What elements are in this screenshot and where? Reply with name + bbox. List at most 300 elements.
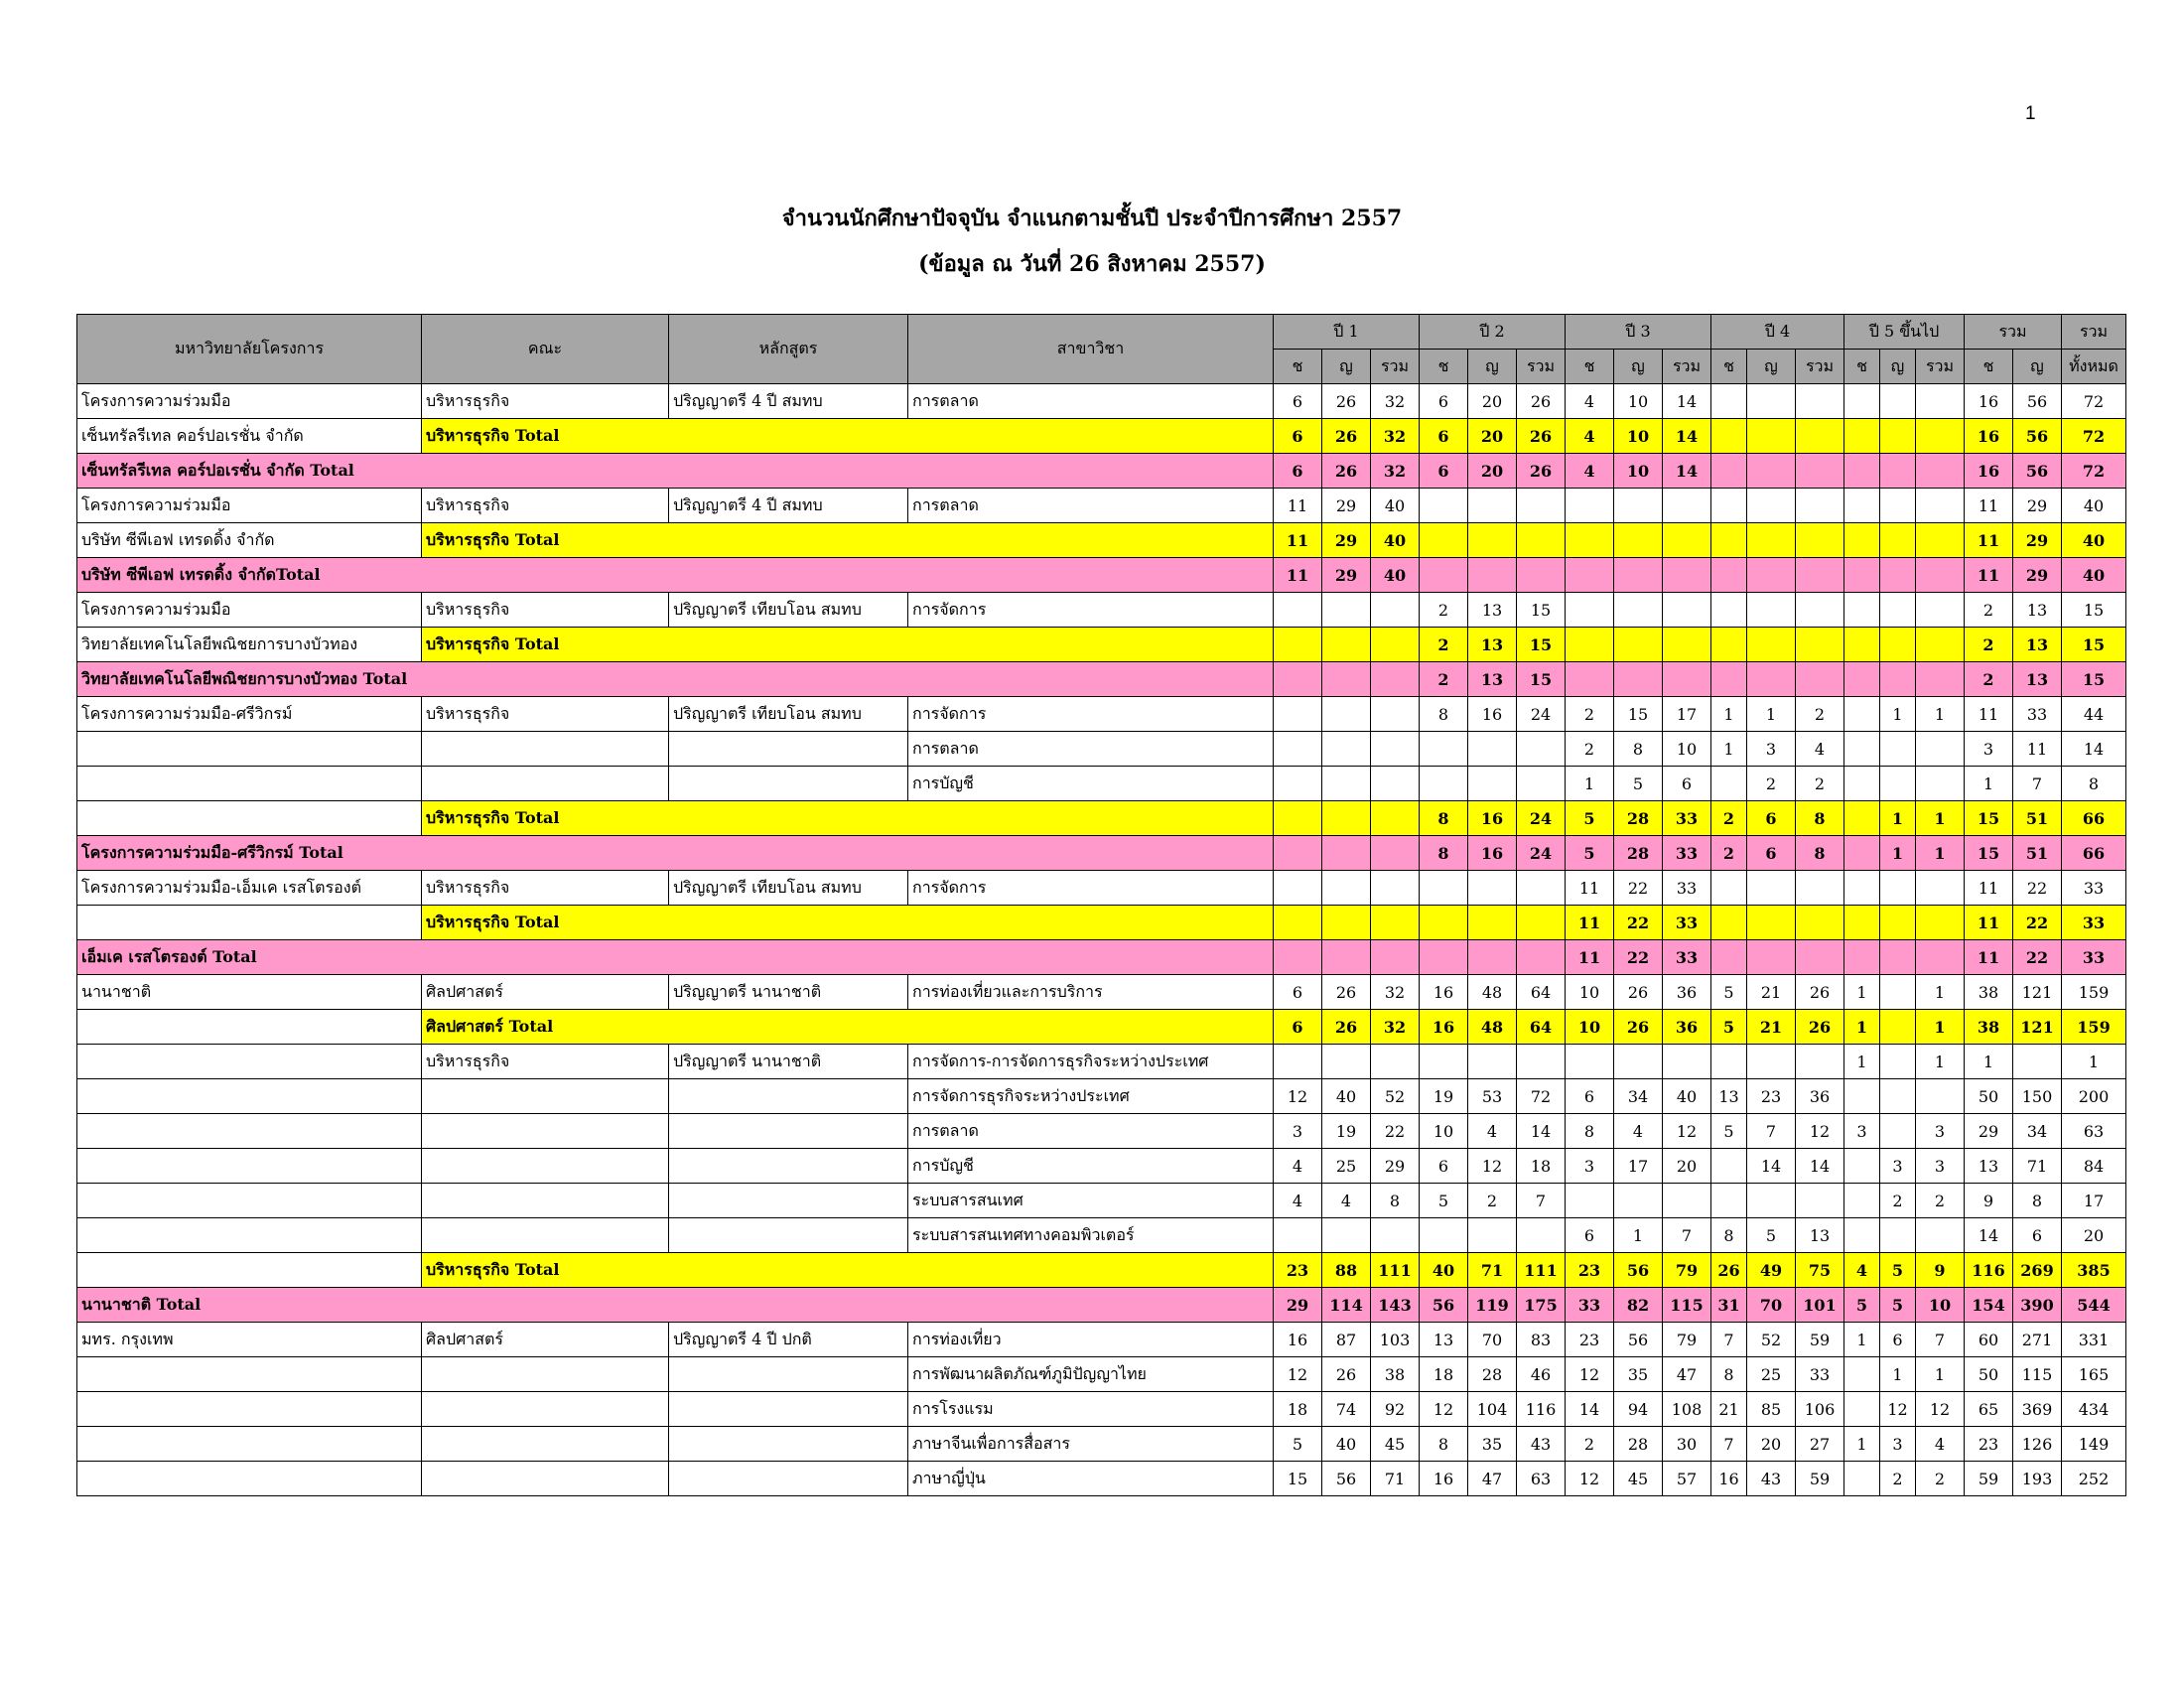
subheader-male: ช: [1965, 350, 2013, 384]
value-cell: 28: [1468, 1357, 1517, 1392]
value-cell: 1: [1711, 697, 1747, 732]
value-cell: 24: [1517, 836, 1566, 871]
major-cell: การพัฒนาผลิตภัณฑ์ภูมิปัญญาไทย: [908, 1357, 1274, 1392]
value-cell: [1322, 940, 1371, 975]
value-cell: [1880, 975, 1916, 1010]
value-cell: 3: [1880, 1149, 1916, 1184]
value-cell: 25: [1322, 1149, 1371, 1184]
value-cell: [1711, 662, 1747, 697]
value-cell: [1614, 662, 1663, 697]
value-cell: 28: [1614, 801, 1663, 836]
value-cell: [1322, 767, 1371, 801]
table-row: [77, 1218, 2126, 1253]
faculty-total-row: [77, 628, 2126, 662]
value-cell: 56: [1322, 1462, 1371, 1496]
value-cell: 48: [1468, 1010, 1517, 1045]
value-cell: 26: [1796, 975, 1844, 1010]
value-cell: 269: [2013, 1253, 2062, 1288]
value-cell: [1747, 558, 1796, 593]
value-cell: [1880, 419, 1916, 454]
value-cell: [1663, 523, 1711, 558]
value-cell: [1844, 558, 1880, 593]
value-cell: [1468, 871, 1517, 906]
value-cell: 10: [1614, 419, 1663, 454]
value-cell: [1880, 384, 1916, 419]
value-cell: 14: [1796, 1149, 1844, 1184]
major-cell: การตลาด: [908, 489, 1274, 523]
value-cell: 143: [1371, 1288, 1420, 1323]
value-cell: [1711, 489, 1747, 523]
value-cell: [1274, 732, 1322, 767]
value-cell: 2: [1566, 732, 1614, 767]
value-cell: [1880, 940, 1916, 975]
program-cell: ปริญญาตรี เทียบโอน สมทบ: [669, 593, 908, 628]
value-cell: 2: [1420, 593, 1468, 628]
value-cell: 26: [1322, 384, 1371, 419]
value-cell: 23: [1566, 1323, 1614, 1357]
major-cell: การตลาด: [908, 1114, 1274, 1149]
table-row: [77, 975, 2126, 1010]
value-cell: 15: [1517, 662, 1566, 697]
value-cell: 8: [1420, 836, 1468, 871]
value-cell: 1: [1711, 732, 1747, 767]
value-cell: [1796, 906, 1844, 940]
institution-total-label: บริษัท ซีพีเอฟ เทรดดิ้ง จำกัดTotal: [77, 558, 1274, 593]
value-cell: 8: [1711, 1218, 1747, 1253]
header-year4: ปี 4: [1711, 315, 1844, 350]
major-cell: การจัดการ: [908, 593, 1274, 628]
table-row: [77, 384, 2126, 419]
value-cell: 1: [1844, 975, 1880, 1010]
faculty-total-label: บริหารธุรกิจ Total: [422, 419, 1274, 454]
value-cell: 50: [1965, 1079, 2013, 1114]
program-cell: [669, 1079, 908, 1114]
value-cell: 1: [1844, 1323, 1880, 1357]
value-cell: [1517, 940, 1566, 975]
header-year5: ปี 5 ขึ้นไป: [1844, 315, 1965, 350]
value-cell: 15: [1517, 593, 1566, 628]
value-cell: 11: [1965, 697, 2013, 732]
value-cell: 75: [1796, 1253, 1844, 1288]
value-cell: 18: [1274, 1392, 1322, 1427]
value-cell: 11: [1965, 940, 2013, 975]
value-cell: [1796, 593, 1844, 628]
value-cell: 4: [1322, 1184, 1371, 1218]
value-cell: 12: [1880, 1392, 1916, 1427]
value-cell: [1747, 523, 1796, 558]
value-cell: 11: [1965, 906, 2013, 940]
value-cell: 6: [1747, 801, 1796, 836]
faculty-total-row: [77, 1010, 2126, 1045]
value-cell: 40: [2062, 558, 2126, 593]
value-cell: 23: [1274, 1253, 1322, 1288]
value-cell: 33: [1663, 871, 1711, 906]
value-cell: 11: [1566, 906, 1614, 940]
table-row: [77, 1392, 2126, 1427]
faculty-cell: บริหารธุรกิจ: [422, 489, 669, 523]
value-cell: 6: [1566, 1218, 1614, 1253]
program-cell: ปริญญาตรี 4 ปี สมทบ: [669, 489, 908, 523]
value-cell: 52: [1747, 1323, 1796, 1357]
value-cell: [1796, 871, 1844, 906]
value-cell: 45: [1371, 1427, 1420, 1462]
student-count-table: [76, 314, 2126, 1496]
value-cell: 16: [1420, 1010, 1468, 1045]
value-cell: 12: [1796, 1114, 1844, 1149]
value-cell: 16: [1965, 454, 2013, 489]
institution-total-row: [77, 662, 2126, 697]
value-cell: [1322, 732, 1371, 767]
value-cell: 13: [1468, 593, 1517, 628]
value-cell: 5: [1747, 1218, 1796, 1253]
value-cell: 22: [1614, 940, 1663, 975]
value-cell: 20: [1468, 454, 1517, 489]
value-cell: 111: [1371, 1253, 1420, 1288]
value-cell: [1468, 1045, 1517, 1079]
value-cell: [1880, 628, 1916, 662]
table-row: [77, 1357, 2126, 1392]
value-cell: 74: [1322, 1392, 1371, 1427]
institution-total-row: [77, 558, 2126, 593]
report-title: จำนวนนักศึกษาปัจจุบัน จำแนกตามชั้นปี ประจำปีการศึกษา 2557: [781, 206, 1403, 231]
faculty-total-label: บริหารธุรกิจ Total: [422, 1253, 1274, 1288]
value-cell: [1322, 801, 1371, 836]
value-cell: 72: [1517, 1079, 1566, 1114]
value-cell: 13: [1711, 1079, 1747, 1114]
value-cell: 38: [1965, 1010, 2013, 1045]
value-cell: [1844, 1357, 1880, 1392]
value-cell: 35: [1614, 1357, 1663, 1392]
faculty-cell: [422, 767, 669, 801]
value-cell: [1747, 454, 1796, 489]
value-cell: 14: [1663, 419, 1711, 454]
value-cell: 5: [1566, 836, 1614, 871]
value-cell: 10: [1566, 1010, 1614, 1045]
value-cell: 369: [2013, 1392, 2062, 1427]
value-cell: [1711, 1045, 1747, 1079]
value-cell: 26: [1322, 419, 1371, 454]
value-cell: [1614, 1184, 1663, 1218]
institution-cell: [77, 1462, 422, 1496]
value-cell: [1274, 1218, 1322, 1253]
institution-cell: [77, 732, 422, 767]
value-cell: 13: [2013, 662, 2062, 697]
value-cell: 11: [1965, 558, 2013, 593]
value-cell: 83: [1517, 1323, 1566, 1357]
value-cell: 7: [1916, 1323, 1965, 1357]
value-cell: 16: [1965, 384, 2013, 419]
value-cell: 114: [1322, 1288, 1371, 1323]
value-cell: 115: [1663, 1288, 1711, 1323]
value-cell: [1420, 1218, 1468, 1253]
value-cell: 79: [1663, 1323, 1711, 1357]
value-cell: 2: [1420, 662, 1468, 697]
value-cell: [1322, 628, 1371, 662]
value-cell: [1747, 871, 1796, 906]
institution-total-label: นานาชาติ Total: [77, 1288, 1274, 1323]
value-cell: 45: [1614, 1462, 1663, 1496]
value-cell: 3: [1880, 1427, 1916, 1462]
institution-cell: บริษัท ซีพีเอฟ เทรดดิ้ง จำกัด: [77, 523, 422, 558]
value-cell: [1880, 1010, 1916, 1045]
value-cell: 26: [1322, 1357, 1371, 1392]
program-cell: ปริญญาตรี นานาชาติ: [669, 1045, 908, 1079]
value-cell: 63: [1517, 1462, 1566, 1496]
value-cell: [1844, 489, 1880, 523]
program-cell: [669, 1218, 908, 1253]
value-cell: [1880, 767, 1916, 801]
institution-cell: มทร. กรุงเทพ: [77, 1323, 422, 1357]
value-cell: 72: [2062, 419, 2126, 454]
subheader-male: ช: [1274, 350, 1322, 384]
institution-cell: [77, 1149, 422, 1184]
value-cell: 8: [1566, 1114, 1614, 1149]
institution-total-row: [77, 940, 2126, 975]
value-cell: [1844, 523, 1880, 558]
value-cell: 29: [1322, 558, 1371, 593]
value-cell: 6: [1747, 836, 1796, 871]
value-cell: [1468, 767, 1517, 801]
value-cell: 252: [2062, 1462, 2126, 1496]
value-cell: 25: [1747, 1357, 1796, 1392]
value-cell: 5: [1880, 1288, 1916, 1323]
value-cell: [1796, 558, 1844, 593]
value-cell: 33: [2013, 697, 2062, 732]
value-cell: 14: [1747, 1149, 1796, 1184]
value-cell: 3: [1965, 732, 2013, 767]
value-cell: 12: [1566, 1462, 1614, 1496]
value-cell: 15: [1965, 801, 2013, 836]
value-cell: 56: [2013, 384, 2062, 419]
value-cell: [1566, 1184, 1614, 1218]
value-cell: [1747, 1184, 1796, 1218]
value-cell: [1517, 558, 1566, 593]
institution-cell: [77, 1010, 422, 1045]
value-cell: 7: [1711, 1427, 1747, 1462]
value-cell: [1420, 523, 1468, 558]
institution-cell: [77, 1253, 422, 1288]
value-cell: 9: [1916, 1253, 1965, 1288]
value-cell: 56: [1614, 1253, 1663, 1288]
value-cell: 2: [1566, 1427, 1614, 1462]
value-cell: [1747, 419, 1796, 454]
value-cell: [1371, 1218, 1420, 1253]
value-cell: 111: [1517, 1253, 1566, 1288]
value-cell: [1711, 384, 1747, 419]
value-cell: [1614, 1045, 1663, 1079]
value-cell: [1747, 662, 1796, 697]
subheader-male: ช: [1420, 350, 1468, 384]
value-cell: 79: [1663, 1253, 1711, 1288]
value-cell: [1274, 940, 1322, 975]
value-cell: [1796, 1184, 1844, 1218]
value-cell: 4: [1566, 454, 1614, 489]
value-cell: 82: [1614, 1288, 1663, 1323]
value-cell: [1880, 558, 1916, 593]
value-cell: 8: [1711, 1357, 1747, 1392]
value-cell: 36: [1663, 1010, 1711, 1045]
subheader-female: ญ: [1747, 350, 1796, 384]
value-cell: 3: [1844, 1114, 1880, 1149]
value-cell: [1663, 628, 1711, 662]
value-cell: 15: [2062, 593, 2126, 628]
major-cell: การจัดการ: [908, 697, 1274, 732]
value-cell: 2: [1796, 767, 1844, 801]
major-cell: ระบบสารสนเทศ: [908, 1184, 1274, 1218]
value-cell: 29: [1274, 1288, 1322, 1323]
value-cell: 28: [1614, 1427, 1663, 1462]
value-cell: [1517, 489, 1566, 523]
header-program: หลักสูตร: [669, 315, 908, 384]
major-cell: การท่องเที่ยว: [908, 1323, 1274, 1357]
value-cell: 26: [1322, 1010, 1371, 1045]
value-cell: 10: [1663, 732, 1711, 767]
value-cell: 5: [1711, 1010, 1747, 1045]
subheader-female: ญ: [1468, 350, 1517, 384]
value-cell: 92: [1371, 1392, 1420, 1427]
value-cell: 20: [2062, 1218, 2126, 1253]
value-cell: 14: [1566, 1392, 1614, 1427]
value-cell: 40: [1371, 558, 1420, 593]
faculty-total-row: [77, 1253, 2126, 1288]
value-cell: 1: [1747, 697, 1796, 732]
faculty-cell: [422, 1357, 669, 1392]
value-cell: 17: [2062, 1184, 2126, 1218]
major-cell: ระบบสารสนเทศทางคอมพิวเตอร์: [908, 1218, 1274, 1253]
program-cell: ปริญญาตรี เทียบโอน สมทบ: [669, 871, 908, 906]
value-cell: 1: [1916, 801, 1965, 836]
value-cell: [1371, 697, 1420, 732]
value-cell: [1796, 384, 1844, 419]
value-cell: 26: [1517, 419, 1566, 454]
value-cell: 9: [1965, 1184, 2013, 1218]
value-cell: [1880, 1218, 1916, 1253]
value-cell: 6: [1880, 1323, 1916, 1357]
value-cell: [1916, 419, 1965, 454]
header-year3: ปี 3: [1566, 315, 1711, 350]
value-cell: 15: [2062, 662, 2126, 697]
faculty-cell: [422, 1114, 669, 1149]
value-cell: 5: [1614, 767, 1663, 801]
value-cell: [1796, 628, 1844, 662]
value-cell: [1566, 558, 1614, 593]
value-cell: 13: [2013, 593, 2062, 628]
value-cell: 150: [2013, 1079, 2062, 1114]
value-cell: 32: [1371, 454, 1420, 489]
value-cell: 64: [1517, 1010, 1566, 1045]
value-cell: [1916, 523, 1965, 558]
value-cell: 33: [1566, 1288, 1614, 1323]
value-cell: 13: [1796, 1218, 1844, 1253]
value-cell: [1844, 697, 1880, 732]
value-cell: 47: [1468, 1462, 1517, 1496]
value-cell: [1711, 767, 1747, 801]
value-cell: [1566, 523, 1614, 558]
value-cell: [1747, 906, 1796, 940]
value-cell: 1: [1880, 836, 1916, 871]
value-cell: [1916, 871, 1965, 906]
subheader-sum: รวม: [1916, 350, 1965, 384]
value-cell: 2: [1420, 628, 1468, 662]
value-cell: [1880, 1045, 1916, 1079]
value-cell: [1711, 906, 1747, 940]
value-cell: 4: [1566, 384, 1614, 419]
value-cell: 390: [2013, 1288, 2062, 1323]
value-cell: 5: [1711, 1114, 1747, 1149]
value-cell: 15: [1517, 628, 1566, 662]
value-cell: 20: [1663, 1149, 1711, 1184]
institution-total-label: เซ็นทรัลรีเทล คอร์ปอเรชั่น จำกัด Total: [77, 454, 1274, 489]
value-cell: [1796, 419, 1844, 454]
institution-total-row: [77, 454, 2126, 489]
value-cell: [1420, 489, 1468, 523]
value-cell: 1: [1880, 801, 1916, 836]
value-cell: 49: [1747, 1253, 1796, 1288]
value-cell: 2: [1796, 697, 1844, 732]
value-cell: [1517, 1218, 1566, 1253]
value-cell: [1844, 836, 1880, 871]
value-cell: 40: [1663, 1079, 1711, 1114]
faculty-total-label: บริหารธุรกิจ Total: [422, 628, 1274, 662]
value-cell: 70: [1747, 1288, 1796, 1323]
value-cell: 59: [1965, 1462, 2013, 1496]
faculty-total-label: บริหารธุรกิจ Total: [422, 801, 1274, 836]
institution-cell: เซ็นทรัลรีเทล คอร์ปอเรชั่น จำกัด: [77, 419, 422, 454]
value-cell: 22: [1614, 906, 1663, 940]
value-cell: 6: [1274, 384, 1322, 419]
value-cell: [1711, 593, 1747, 628]
subheader-female: ญ: [1614, 350, 1663, 384]
value-cell: [1880, 906, 1916, 940]
value-cell: 8: [1420, 1427, 1468, 1462]
value-cell: 11: [1965, 489, 2013, 523]
value-cell: 34: [1614, 1079, 1663, 1114]
major-cell: การจัดการ-การจัดการธุรกิจระหว่างประเทศ: [908, 1045, 1274, 1079]
value-cell: 66: [2062, 801, 2126, 836]
table-row: [77, 1462, 2126, 1496]
program-cell: [669, 1427, 908, 1462]
value-cell: [1844, 1184, 1880, 1218]
value-cell: 26: [1322, 975, 1371, 1010]
value-cell: [1274, 628, 1322, 662]
value-cell: 22: [2013, 906, 2062, 940]
value-cell: 10: [1566, 975, 1614, 1010]
table-row: [77, 1149, 2126, 1184]
value-cell: 22: [1614, 871, 1663, 906]
value-cell: 50: [1965, 1357, 2013, 1392]
value-cell: [1468, 523, 1517, 558]
value-cell: 29: [1371, 1149, 1420, 1184]
value-cell: 11: [1274, 523, 1322, 558]
value-cell: 4: [1916, 1427, 1965, 1462]
value-cell: 33: [2062, 940, 2126, 975]
faculty-cell: บริหารธุรกิจ: [422, 697, 669, 732]
value-cell: [1844, 1462, 1880, 1496]
header-institution: มหาวิทยาลัยโครงการ: [77, 315, 422, 384]
value-cell: 18: [1420, 1357, 1468, 1392]
value-cell: 26: [1711, 1253, 1747, 1288]
value-cell: [1371, 836, 1420, 871]
value-cell: 8: [2013, 1184, 2062, 1218]
value-cell: 2: [1965, 628, 2013, 662]
value-cell: [1371, 906, 1420, 940]
value-cell: 3: [1566, 1149, 1614, 1184]
value-cell: [1711, 871, 1747, 906]
program-cell: [669, 732, 908, 767]
faculty-cell: [422, 1462, 669, 1496]
value-cell: 115: [2013, 1357, 2062, 1392]
value-cell: 8: [1420, 697, 1468, 732]
